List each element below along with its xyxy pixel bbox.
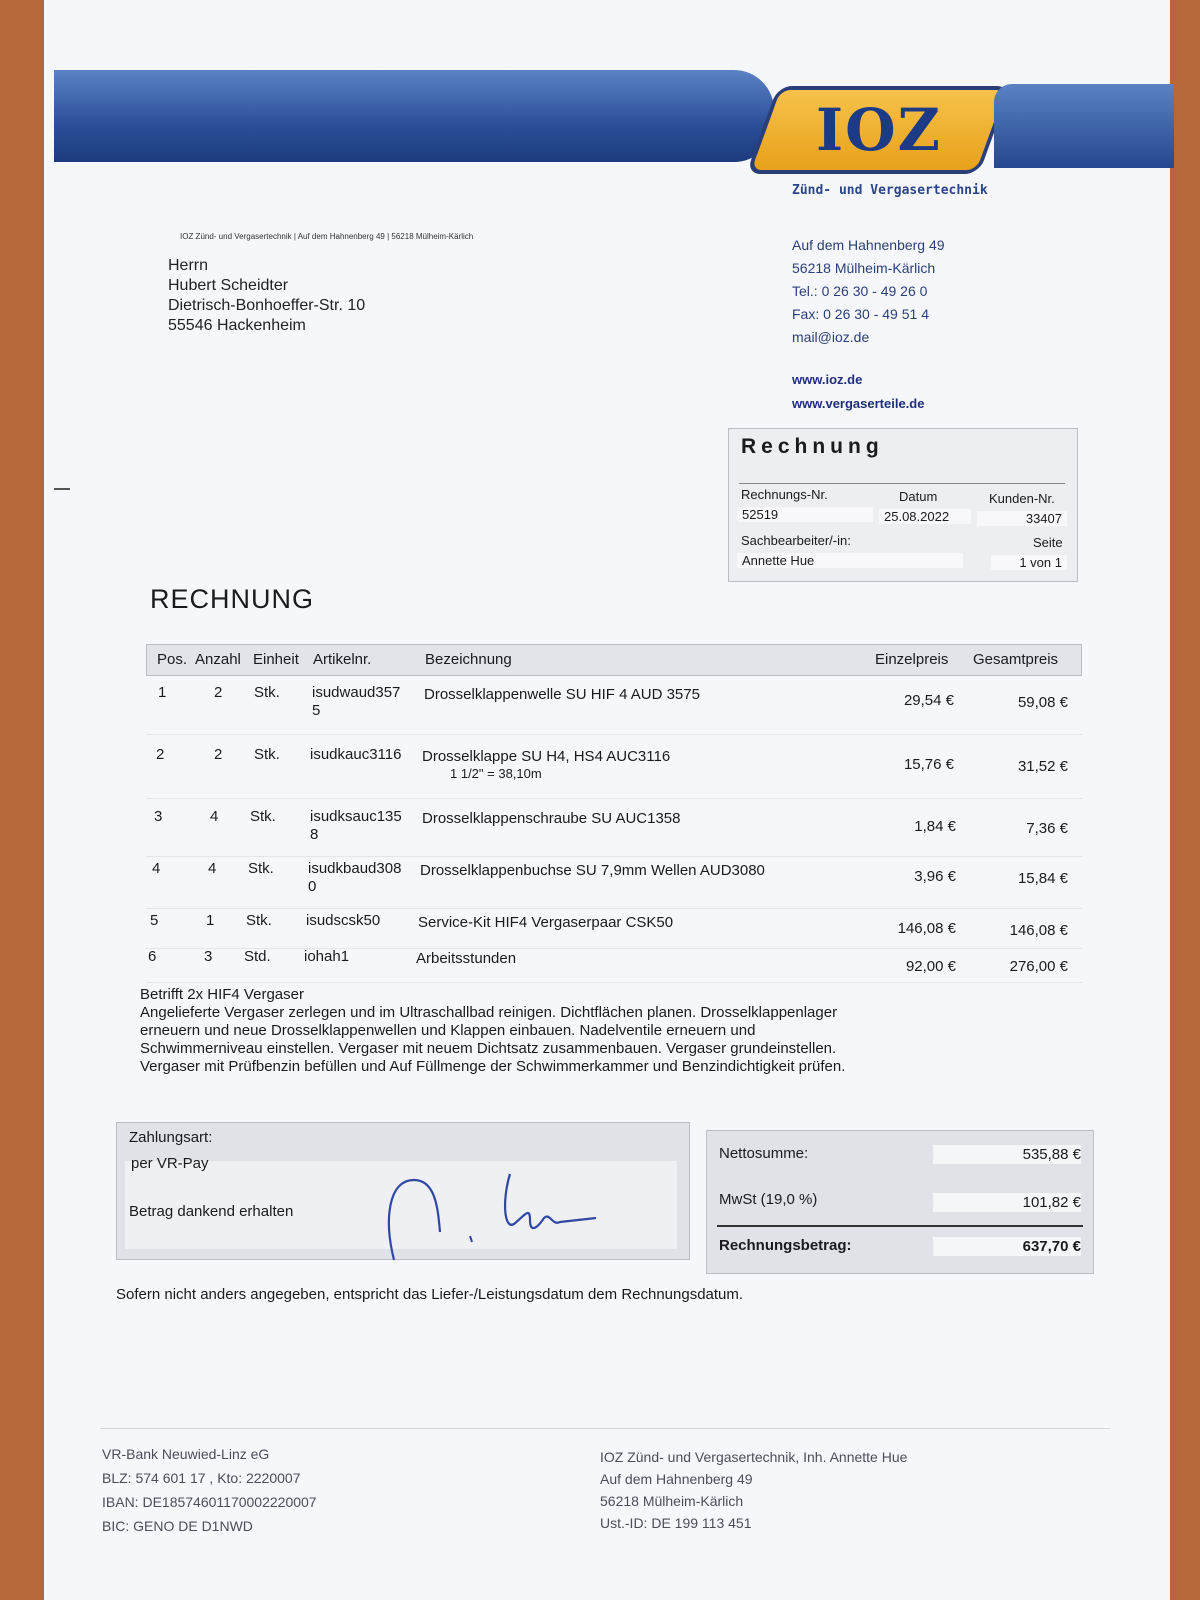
delivery-date-disclaimer: Sofern nicht anders angegeben, entspricht das Liefer-/Leistungsdatum dem Rechnungsdatum.: [116, 1286, 744, 1303]
recipient-street: Dietrisch-Bonhoeffer-Str. 10: [168, 297, 366, 314]
clerk-name: Annette Hue: [737, 553, 963, 568]
totals-divider: [717, 1225, 1083, 1227]
col-unit: Einheit: [253, 651, 299, 668]
company-footer: [600, 1446, 907, 1534]
company-contact: [792, 234, 945, 349]
handwritten-signature: [374, 1160, 634, 1270]
bank-iban: IBAN: DE18574601170002220007: [102, 1494, 317, 1510]
row-article: isudksauc135: [310, 808, 402, 825]
row-description: Drosselklappenbuchse SU 7,9mm Wellen AUD3080: [420, 862, 765, 879]
row-description-cont: 1 1/2" = 38,10m: [450, 766, 542, 781]
notes-line: Schwimmerniveau einstellen. Vergaser mit neuem Dichtsatz zusammenbauen. Vergaser grundeinstellen.: [140, 1040, 837, 1057]
col-unit-price: Einzelpreis: [875, 651, 949, 668]
contact-phone: Tel.: 0 26 30 - 49 26 0: [792, 283, 928, 299]
ioz-logo: IOZ: [746, 86, 1011, 174]
row-article: iohah1: [304, 948, 350, 965]
company-street: Auf dem Hahnenberg 49: [600, 1471, 753, 1487]
row-unit: Std.: [244, 948, 271, 965]
row-description: Arbeitsstunden: [416, 950, 517, 967]
company-vat-id: Ust.-ID: DE 199 113 451: [600, 1515, 752, 1531]
row-article-cont: 5: [312, 702, 321, 719]
footer-divider: [100, 1428, 1110, 1429]
invoice-date-label: Datum: [899, 489, 938, 504]
vat-amount: 101,82 €: [933, 1193, 1081, 1212]
row-pos: 1: [158, 684, 167, 701]
row-unit-price: 92,00 €: [905, 958, 956, 975]
recipient-address: [168, 256, 365, 336]
row-pos: 6: [148, 948, 157, 965]
invoice-number: 52519: [737, 507, 873, 522]
row-article-cont: 0: [308, 878, 317, 895]
website-vergaserteile: www.vergaserteile.de: [792, 396, 925, 411]
row-pos: 5: [150, 912, 159, 929]
contact-fax: Fax: 0 26 30 - 49 51 4: [792, 306, 929, 322]
invoice-box-divider: [739, 483, 1065, 484]
recipient-name: Hubert Scheidter: [168, 277, 289, 294]
vat-label: MwSt (19,0 %): [719, 1191, 818, 1208]
row-unit-price: 146,08 €: [897, 920, 956, 937]
invoice-total-label: Rechnungsbetrag:: [719, 1237, 852, 1254]
net-total: 535,88 €: [933, 1145, 1081, 1164]
row-unit: Stk.: [254, 746, 280, 763]
row-article-cont: 8: [310, 826, 319, 843]
row-article: isudwaud357: [312, 684, 401, 701]
notes-subject: Betrifft 2x HIF4 Vergaser: [140, 986, 304, 1003]
row-unit-price: 29,54 €: [903, 692, 954, 709]
row-qty: 2: [214, 684, 223, 701]
row-qty: 4: [208, 860, 217, 877]
sender-address-line: IOZ Zünd- und Vergasertechnik | Auf dem Hahnenberg 49 | 56218 Mülheim-Kärlich: [180, 232, 474, 241]
col-qty: Anzahl: [195, 651, 241, 668]
table-row: [146, 804, 1082, 857]
header-band-right: [994, 84, 1174, 168]
recipient-salutation: Herrn: [168, 257, 209, 274]
row-total: 59,08 €: [1017, 694, 1068, 711]
row-total: 15,84 €: [1017, 870, 1068, 887]
page-label: Seite: [1033, 535, 1063, 550]
table-row: [146, 908, 1082, 949]
company-name: IOZ Zünd- und Vergasertechnik, Inh. Annette Hue: [600, 1449, 908, 1465]
payment-received: Betrag dankend erhalten: [129, 1203, 294, 1220]
invoice-info-box: [728, 428, 1078, 582]
customer-number-label: Kunden-Nr.: [989, 491, 1055, 506]
row-unit: Stk.: [246, 912, 272, 929]
page-number: 1 von 1: [991, 555, 1067, 570]
company-websites: [792, 368, 924, 416]
contact-street: Auf dem Hahnenberg 49: [792, 237, 945, 253]
col-total: Gesamtpreis: [973, 651, 1059, 668]
table-row: [146, 742, 1082, 799]
row-unit: Stk.: [248, 860, 274, 877]
bank-bic: BIC: GENO DE D1NWD: [102, 1518, 253, 1534]
clerk-label: Sachbearbeiter/-in:: [741, 533, 851, 548]
col-article: Artikelnr.: [313, 651, 372, 668]
row-unit-price: 15,76 €: [903, 756, 954, 773]
customer-number: 33407: [977, 511, 1067, 526]
row-pos: 2: [156, 746, 165, 763]
payment-method-label: Zahlungsart:: [129, 1129, 213, 1146]
invoice-paper: [44, 0, 1170, 1600]
row-pos: 4: [152, 860, 161, 877]
row-total: 146,08 €: [1009, 922, 1068, 939]
bank-details: [102, 1442, 317, 1538]
col-pos: Pos.: [157, 651, 188, 668]
table-row: [146, 856, 1082, 909]
row-qty: 4: [210, 808, 219, 825]
bank-name: VR-Bank Neuwied-Linz eG: [102, 1446, 270, 1462]
row-unit-price: 1,84 €: [914, 818, 956, 835]
invoice-date: 25.08.2022: [879, 509, 971, 524]
row-article: isudscsk50: [306, 912, 381, 929]
totals-box: [706, 1130, 1094, 1274]
document-heading: RECHNUNG: [150, 584, 315, 614]
header-band-left: [54, 70, 774, 162]
table-header: [146, 644, 1082, 676]
row-unit-price: 3,96 €: [914, 868, 956, 885]
website-ioz: www.ioz.de: [792, 372, 863, 387]
invoice-number-label: Rechnungs-Nr.: [741, 487, 828, 502]
notes-line: Angelieferte Vergaser zerlegen und im Ultraschallbad reinigen. Dichtflächen planen. Drosselklappenlager: [140, 1004, 838, 1021]
company-city: 56218 Mülheim-Kärlich: [600, 1493, 744, 1509]
row-qty: 1: [206, 912, 215, 929]
row-article: isudkauc3116: [310, 746, 402, 763]
table-row: [146, 680, 1082, 735]
row-unit: Stk.: [254, 684, 280, 701]
row-total: 276,00 €: [1009, 958, 1068, 975]
row-pos: 3: [154, 808, 163, 825]
fold-mark: [54, 488, 70, 490]
row-article: isudkbaud308: [308, 860, 402, 877]
recipient-city: 55546 Hackenheim: [168, 317, 306, 334]
contact-city: 56218 Mülheim-Kärlich: [792, 260, 936, 276]
row-description: Drosselklappenschraube SU AUC1358: [422, 810, 681, 827]
invoice-total: 637,70 €: [933, 1237, 1081, 1256]
notes-line: erneuern und neue Drosselklappenwellen und Klappen einbauen. Nadelventile erneuern und: [140, 1022, 756, 1039]
row-description: Drosselklappenwelle SU HIF 4 AUD 3575: [424, 686, 700, 703]
bank-code: BLZ: 574 601 17 , Kto: 2220007: [102, 1470, 301, 1486]
invoice-box-title: Rechnung: [741, 435, 884, 458]
contact-email: mail@ioz.de: [792, 329, 870, 345]
row-total: 7,36 €: [1026, 820, 1068, 837]
row-unit: Stk.: [250, 808, 276, 825]
work-description: [140, 986, 1020, 1076]
col-description: Bezeichnung: [425, 651, 512, 668]
row-description: Drosselklappe SU H4, HS4 AUC3116: [422, 748, 671, 765]
row-qty: 3: [204, 948, 213, 965]
table-row: [146, 946, 1082, 983]
company-tagline: Zünd- und Vergasertechnik: [792, 183, 988, 198]
notes-line: Vergaser mit Prüfbenzin befüllen und Auf Füllmenge der Schwimmerkammer und Benzindichtigkeit prüfen.: [140, 1058, 846, 1075]
row-qty: 2: [214, 746, 223, 763]
payment-method: per VR-Pay: [131, 1155, 209, 1172]
row-total: 31,52 €: [1017, 758, 1068, 775]
net-total-label: Nettosumme:: [719, 1145, 809, 1162]
row-description: Service-Kit HIF4 Vergaserpaar CSK50: [418, 914, 674, 931]
